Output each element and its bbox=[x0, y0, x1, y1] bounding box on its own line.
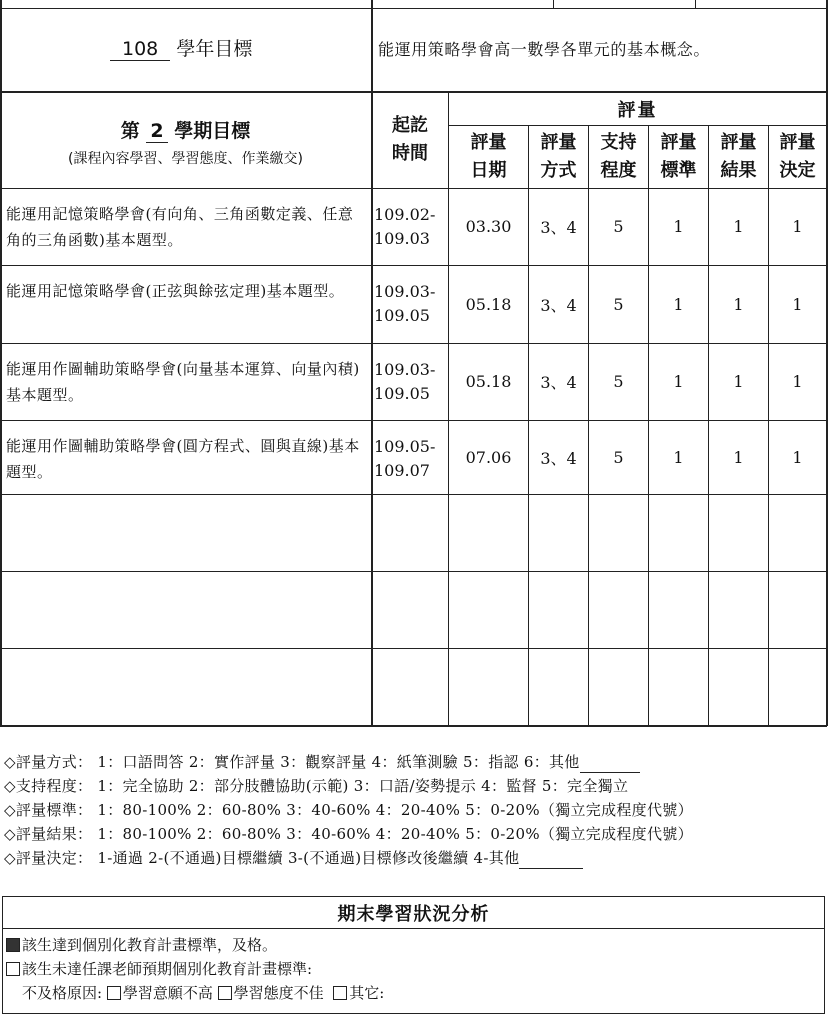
col-header-decision: 評量 決定 bbox=[779, 132, 816, 181]
cell-decision: 1 bbox=[792, 217, 803, 236]
cell-standard: 1 bbox=[673, 294, 684, 314]
cell-method: 3、4 bbox=[540, 218, 577, 237]
checkbox-reason-attitude[interactable] bbox=[218, 986, 232, 1000]
cell-standard: 1 bbox=[673, 447, 684, 467]
checkbox-reason-other[interactable] bbox=[333, 986, 347, 1000]
cell-result: 1 bbox=[733, 294, 744, 314]
period-end: 109.05 bbox=[374, 306, 430, 325]
col-header-method: 評量 方式 bbox=[540, 132, 577, 181]
year-goal-label: 學年目標 bbox=[176, 38, 253, 60]
cell-support: 5 bbox=[613, 217, 624, 236]
cell-date: 05.18 bbox=[465, 294, 512, 314]
cell-result: 1 bbox=[733, 372, 744, 391]
semester-number: 2 bbox=[146, 120, 167, 143]
legend-standard: ◇評量標準： 1：80-100% 2：60-80% 3：40-60% 4：20-40% 5：0-20%（獨立完成程度代號） bbox=[4, 801, 693, 819]
semester-prefix: 第 bbox=[120, 120, 140, 142]
period-header-line1: 起訖 bbox=[392, 115, 428, 136]
cell-method: 3、4 bbox=[540, 373, 577, 392]
col-header-standard: 評量 標準 bbox=[660, 132, 697, 181]
legend-result: ◇評量結果： 1：80-100% 2：60-80% 3：40-60% 4：20-40% 5：0-20%（獨立完成程度代號） bbox=[4, 825, 693, 843]
year-goal-heading bbox=[110, 34, 252, 61]
cell-decision: 1 bbox=[792, 294, 803, 314]
period-cell bbox=[374, 203, 446, 251]
goal-text: 能運用作圖輔助策略學會(圓方程式、圓與直線)基本題型。 bbox=[6, 437, 360, 481]
year-number: 108 bbox=[110, 38, 170, 61]
cell-standard: 1 bbox=[673, 372, 684, 391]
period-start: 109.03- bbox=[374, 282, 436, 301]
period-end: 109.03 bbox=[374, 229, 430, 248]
col-header-result: 評量 結果 bbox=[720, 132, 757, 181]
option-pass: 該生達到個別化教育計畫標準，及格。 bbox=[6, 934, 277, 955]
evaluation-header: 評量 bbox=[617, 100, 658, 121]
checkbox-fail[interactable] bbox=[6, 962, 20, 976]
cell-method: 3、4 bbox=[540, 448, 577, 468]
semester-goal-heading bbox=[0, 116, 371, 143]
col-header-date: 評量 日期 bbox=[470, 132, 507, 181]
analysis-title: 期末學習狀況分析 bbox=[337, 903, 490, 925]
semester-label: 學期目標 bbox=[174, 120, 251, 142]
cell-support: 5 bbox=[613, 294, 624, 314]
period-end: 109.05 bbox=[374, 384, 430, 403]
goal-text: 能運用作圖輔助策略學會(向量基本運算、向量內積)基本題型。 bbox=[6, 360, 360, 404]
cell-support: 5 bbox=[613, 447, 624, 467]
period-cell bbox=[374, 358, 446, 406]
goal-text: 能運用記憶策略學會(有向角、三角函數定義、任意角的三角函數)基本題型。 bbox=[6, 205, 354, 249]
period-cell bbox=[374, 280, 446, 328]
year-goal-text: 能運用策略學會高一數學各單元的基本概念。 bbox=[378, 40, 711, 59]
goal-text: 能運用記憶策略學會(正弦與餘弦定理)基本題型。 bbox=[6, 282, 345, 300]
checkbox-reason-motivation[interactable] bbox=[107, 986, 121, 1000]
cell-decision: 1 bbox=[792, 447, 803, 467]
cell-date: 07.06 bbox=[465, 447, 512, 467]
cell-method: 3、4 bbox=[540, 295, 577, 315]
cell-result: 1 bbox=[733, 447, 744, 467]
period-start: 109.05- bbox=[374, 437, 436, 456]
period-cell bbox=[374, 435, 446, 483]
option-fail: 該生未達任課老師預期個別化教育計畫標準: bbox=[6, 958, 312, 979]
period-header-line2: 時間 bbox=[392, 143, 428, 164]
reason-label: 不及格原因: bbox=[22, 984, 103, 1002]
col-header-support: 支持 程度 bbox=[600, 132, 637, 181]
period-header bbox=[372, 108, 448, 172]
period-start: 109.03- bbox=[374, 360, 436, 379]
period-end: 109.07 bbox=[374, 461, 430, 480]
period-start: 109.02- bbox=[374, 205, 436, 224]
checkbox-pass[interactable] bbox=[6, 938, 20, 952]
cell-decision: 1 bbox=[792, 372, 803, 391]
legend-support: ◇支持程度： 1：完全協助 2：部分肢體協助(示範) 3：口語/姿勢提示 4：監督 5：完全獨立 bbox=[4, 777, 629, 795]
legend-decision: ◇評量決定： 1-通過 2-(不通過)目標繼續 3-(不通過)目標修改後繼續 4-其他 bbox=[4, 847, 583, 869]
cell-date: 05.18 bbox=[465, 372, 512, 391]
cell-result: 1 bbox=[733, 217, 744, 236]
cell-standard: 1 bbox=[673, 217, 684, 236]
semester-subtitle: (課程內容學習、學習態度、作業繳交) bbox=[68, 151, 303, 167]
cell-support: 5 bbox=[613, 372, 624, 391]
fail-reasons: 不及格原因: 學習意願不高 學習態度不佳 其它: bbox=[22, 984, 385, 1002]
legend-method: ◇評量方式： 1：口語問答 2：實作評量 3：觀察評量 4：紙筆測驗 5：指認 6：其他 bbox=[4, 751, 640, 773]
cell-date: 03.30 bbox=[465, 217, 512, 236]
